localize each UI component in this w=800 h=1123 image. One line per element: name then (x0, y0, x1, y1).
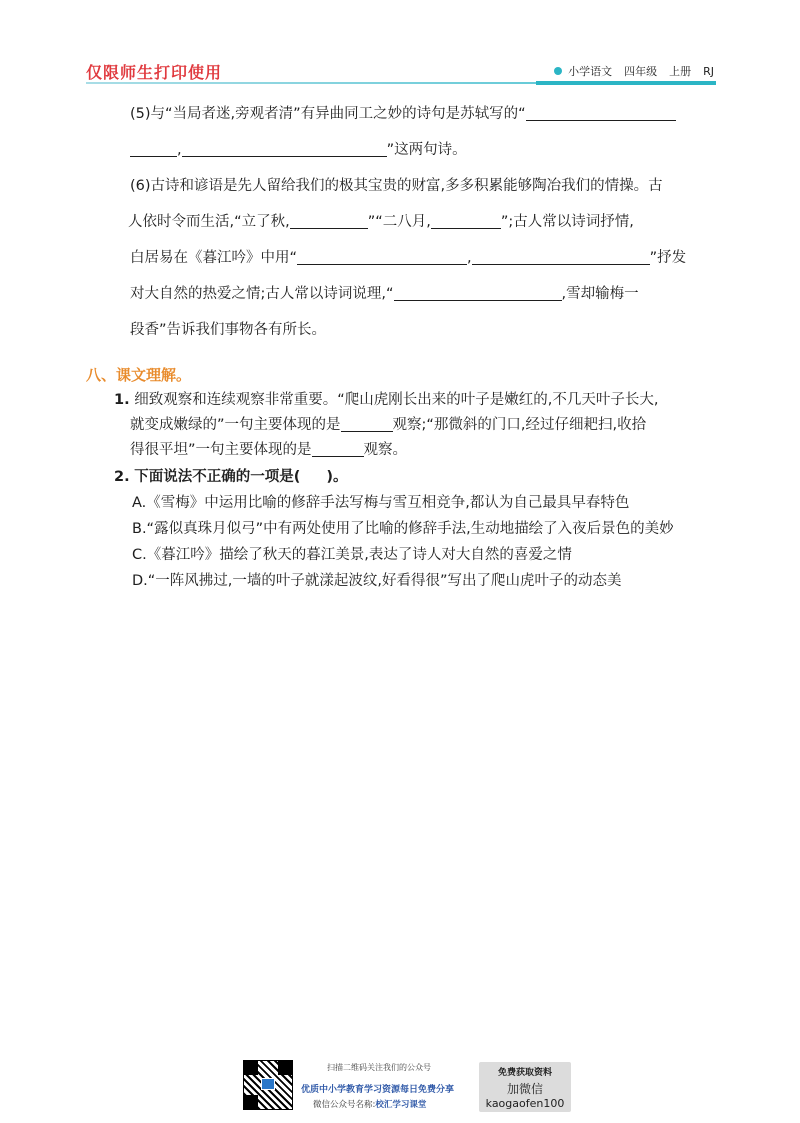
subject-label: 小学语文 (568, 65, 613, 78)
q6-line-1: (6)古诗和谚语是先人留给我们的极其宝贵的财富,多多积累能够陶冶我们的情操。古 (130, 178, 663, 194)
add-wechat-text: 加微信 (506, 1082, 543, 1096)
account-name: 校汇学习课堂 (375, 1100, 427, 1110)
q6-line-5: 段香”告诉我们事物各有所长。 (130, 322, 327, 338)
q6-line-4a: 对大自然的热爱之情;古人常以诗词说理,“ (130, 286, 394, 302)
q6-line-4b: ,雪却输梅一 (561, 286, 639, 302)
section8-question-1 (86, 388, 716, 463)
volume-label: 上册 (669, 65, 692, 78)
account-line (313, 1098, 426, 1110)
option-d: D.“一阵风拂过,一墙的叶子就漾起波纹,好看得很”写出了爬山虎叶子的动态美 (132, 573, 622, 589)
blank-input[interactable] (312, 440, 364, 457)
blank-input[interactable] (431, 212, 501, 229)
share-text: 优质中小学教育学习资源每日免费分享 (301, 1085, 455, 1095)
q6-line-2 (128, 204, 716, 240)
account-label: 微信公众号名称: (313, 1100, 376, 1110)
q6-line-2b: ”“二八月, (367, 214, 431, 230)
q6-line-3b: , (467, 250, 472, 266)
question-6 (86, 168, 716, 348)
scan-text: 扫描二维码关注我们的公众号 (327, 1063, 431, 1072)
q2-text: 下面说法不正确的一项是( (134, 469, 301, 485)
q6-line-3c: ”抒发 (649, 250, 687, 266)
header-divider-accent (536, 81, 716, 85)
q6-line-3 (130, 240, 716, 276)
blank-input[interactable] (297, 248, 467, 265)
q6-line-2c: ”;古人常以诗词抒情, (500, 214, 634, 230)
qr-logo-icon (261, 1078, 275, 1090)
q1-line-3b: 观察。 (363, 442, 408, 458)
q5-comma: , (177, 142, 182, 158)
q1-line-3a: 得很平坦”一句主要体现的是 (130, 442, 312, 458)
free-text: 免费获取资料 (497, 1068, 552, 1078)
blank-input[interactable] (526, 104, 676, 121)
q1-line-1: 细致观察和连续观察非常重要。“爬山虎刚长出来的叶子是嫩红的,不几天叶子长大, (134, 392, 659, 408)
q1-line-2b: 观察;“那微斜的门口,经过仔细耙扫,收拾 (392, 417, 647, 433)
q6-line-4 (130, 276, 716, 312)
circle-icon (554, 67, 562, 75)
watermark-title: 仅限师生打印使用 (86, 63, 223, 82)
q5-text-1: (5)与“当局者迷,旁观者清”有异曲同工之妙的诗句是苏轼写的“ (130, 106, 526, 122)
blank-input[interactable] (290, 212, 368, 229)
blank-input[interactable] (341, 415, 393, 432)
q2-paren-close: )。 (326, 469, 348, 485)
option-c: C.《暮江吟》描绘了秋天的暮江美景,表达了诗人对大自然的喜爱之情 (132, 547, 572, 563)
section8-question-2 (86, 465, 716, 490)
wechat-id: kaogaofen100 (485, 1097, 565, 1110)
edition-label: RJ (703, 64, 714, 78)
question-number: 2. (114, 469, 130, 485)
grade-label: 四年级 (624, 65, 658, 78)
question-number: 1. (114, 392, 130, 408)
q5-text-2: ”这两句诗。 (386, 142, 467, 158)
option-a: A.《雪梅》中运用比喻的修辞手法写梅与雪互相竞争,都认为自己最具早春特色 (132, 495, 630, 511)
q6-line-2a: 人依时令而生活,“立了秋, (128, 214, 290, 230)
footer-banner (243, 1054, 573, 1114)
blank-input[interactable] (472, 248, 650, 265)
blank-input[interactable] (130, 140, 177, 157)
blank-input[interactable] (182, 140, 387, 157)
option-b: B.“露似真珠月似弓”中有两处使用了比喻的修辞手法,生动地描绘了入夜后景色的美妙 (132, 521, 674, 537)
section-8-title: 八、课文理解。 (86, 366, 192, 384)
book-info (554, 63, 714, 79)
wechat-box (479, 1062, 571, 1112)
blank-input[interactable] (394, 284, 562, 301)
q1-line-2a: 就变成嫩绿的”一句主要体现的是 (130, 417, 341, 433)
worksheet-content (86, 96, 716, 594)
q6-line-3a: 白居易在《暮江吟》中用“ (130, 250, 298, 266)
question-5 (86, 96, 716, 168)
